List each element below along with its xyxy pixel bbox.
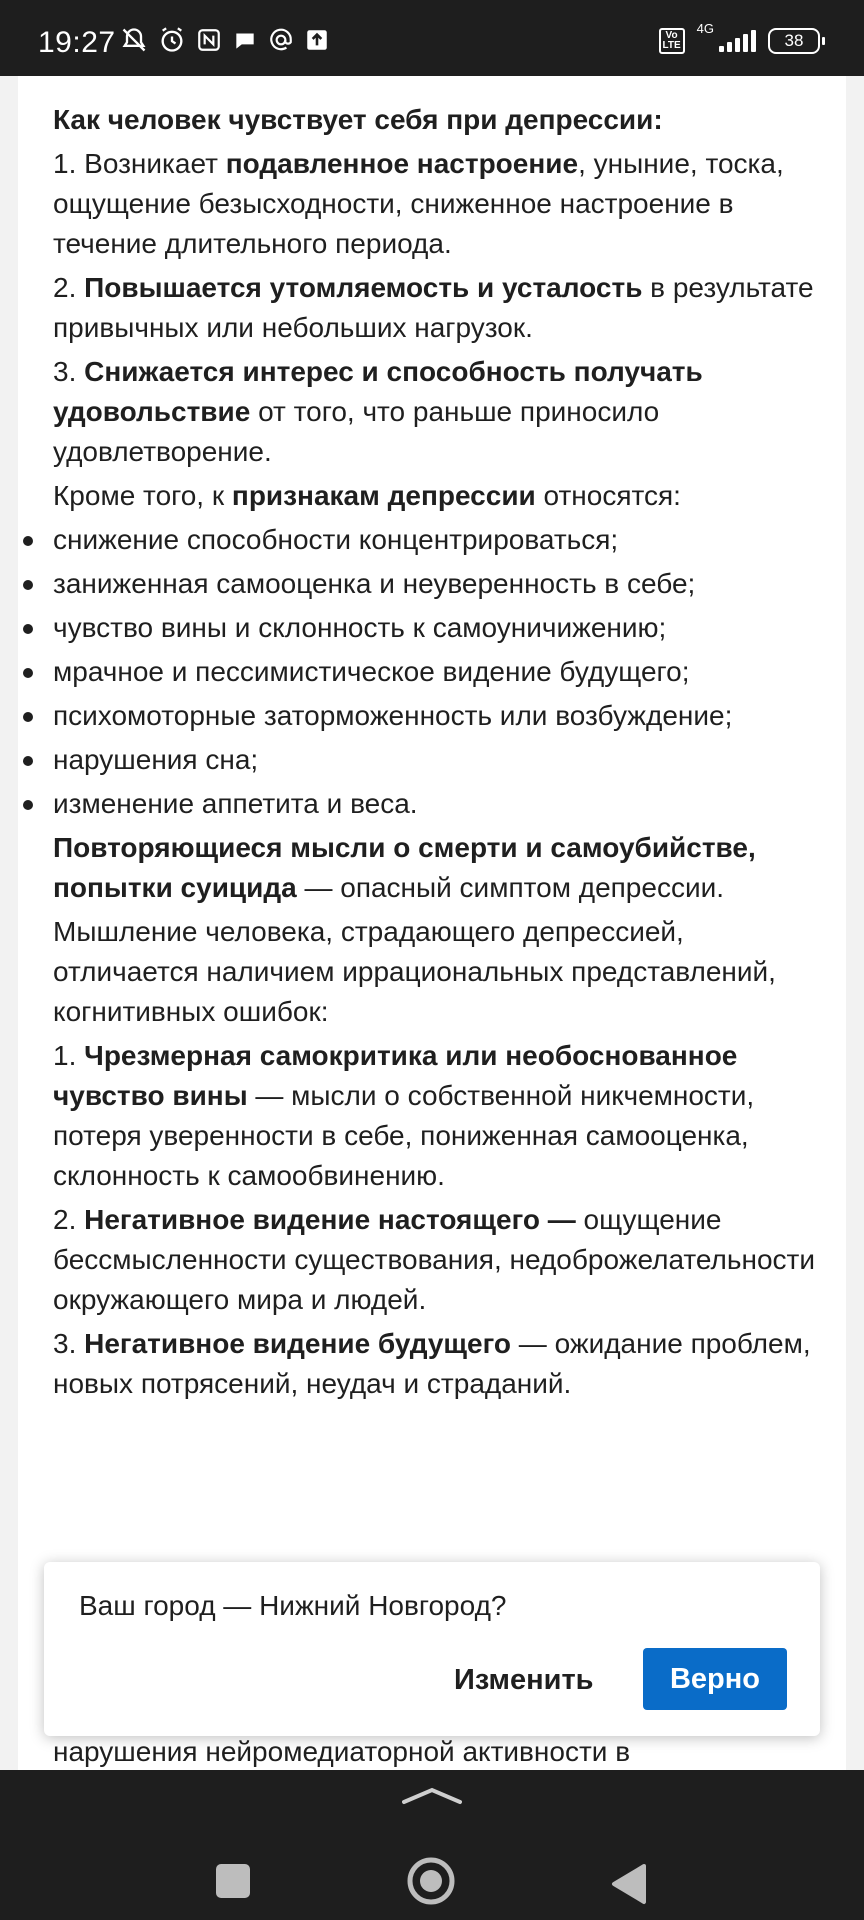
upload-icon: [304, 27, 330, 53]
article-page: [18, 76, 846, 1770]
error-3: 3. Негативное видение будущего — ожидание проблем, новых потрясений, неудач и страданий.: [53, 1328, 811, 1399]
signal-icon: [696, 21, 756, 52]
system-nav-bar: [0, 1770, 864, 1920]
home-button[interactable]: [406, 1856, 456, 1906]
alarm-icon: [158, 26, 186, 54]
volte-icon: Vo LTE: [659, 28, 685, 54]
article-content: [53, 100, 823, 1408]
section-heading: Как человек чувствует себя при депрессии:: [53, 104, 663, 135]
bell-off-icon: [120, 26, 148, 54]
signs-list: [53, 520, 823, 824]
list-item: снижение способности концентрироваться;: [53, 520, 823, 560]
battery-icon: [768, 28, 820, 54]
list-item: мрачное и пессимистическое видение будущего;: [53, 652, 823, 692]
feeling-1: 1. Возникает подавленное настроение, уныние, тоска, ощущение безысходности, сниженное настроение в течение длительного периода.: [53, 148, 784, 259]
recent-apps-button[interactable]: [216, 1864, 250, 1898]
message-icon: [232, 27, 258, 53]
system-indicators: [659, 21, 821, 54]
nfc-icon: [196, 27, 222, 53]
back-button[interactable]: [608, 1862, 648, 1906]
network-type: 4G: [696, 21, 714, 36]
status-time: 19:27: [38, 26, 116, 59]
battery-level: 38: [784, 31, 804, 50]
at-icon: [268, 27, 294, 53]
notification-icons: [120, 26, 330, 54]
partially-visible-text: нарушения нейромедиаторной активности в: [53, 1736, 631, 1767]
error-2: 2. Негативное видение настоящего — ощущение бессмысленности существования, недоброжелательности окружающего мира и людей.: [53, 1204, 815, 1315]
list-item: заниженная самооценка и неуверенность в себе;: [53, 564, 823, 604]
feeling-3: 3. Снижается интерес и способность получать удовольствие от того, что раньше приносило удовлетворение.: [53, 356, 703, 467]
danger-paragraph: Повторяющиеся мысли о смерти и самоубийстве, попытки суицида — опасный симптом депрессии.: [53, 832, 756, 903]
change-city-button[interactable]: Изменить: [454, 1664, 594, 1696]
status-bar: [0, 0, 864, 76]
chevron-up-icon[interactable]: [402, 1784, 462, 1806]
error-1: 1. Чрезмерная самокритика или необоснованное чувство вины — мысли о собственной никчемности, потеря уверенности в себе, пониженная самооценка, склонность к самообвинению.: [53, 1040, 755, 1191]
confirm-city-button[interactable]: Верно: [643, 1648, 787, 1710]
list-item: чувство вины и склонность к самоуничижению;: [53, 608, 823, 648]
list-item: нарушения сна;: [53, 740, 823, 780]
city-confirm-dialog: [44, 1562, 820, 1736]
thinking-paragraph: Мышление человека, страдающего депрессией, отличается наличием иррациональных представлений, когнитивных ошибок:: [53, 916, 776, 1027]
signs-intro: Кроме того, к признакам депрессии относятся:: [53, 480, 681, 511]
list-item: психомоторные заторможенность или возбуждение;: [53, 696, 823, 736]
city-question: Ваш город — Нижний Новгород?: [79, 1590, 507, 1621]
list-item: изменение аппетита и веса.: [53, 784, 823, 824]
feeling-2: 2. Повышается утомляемость и усталость в результате привычных или небольших нагрузок.: [53, 272, 814, 343]
